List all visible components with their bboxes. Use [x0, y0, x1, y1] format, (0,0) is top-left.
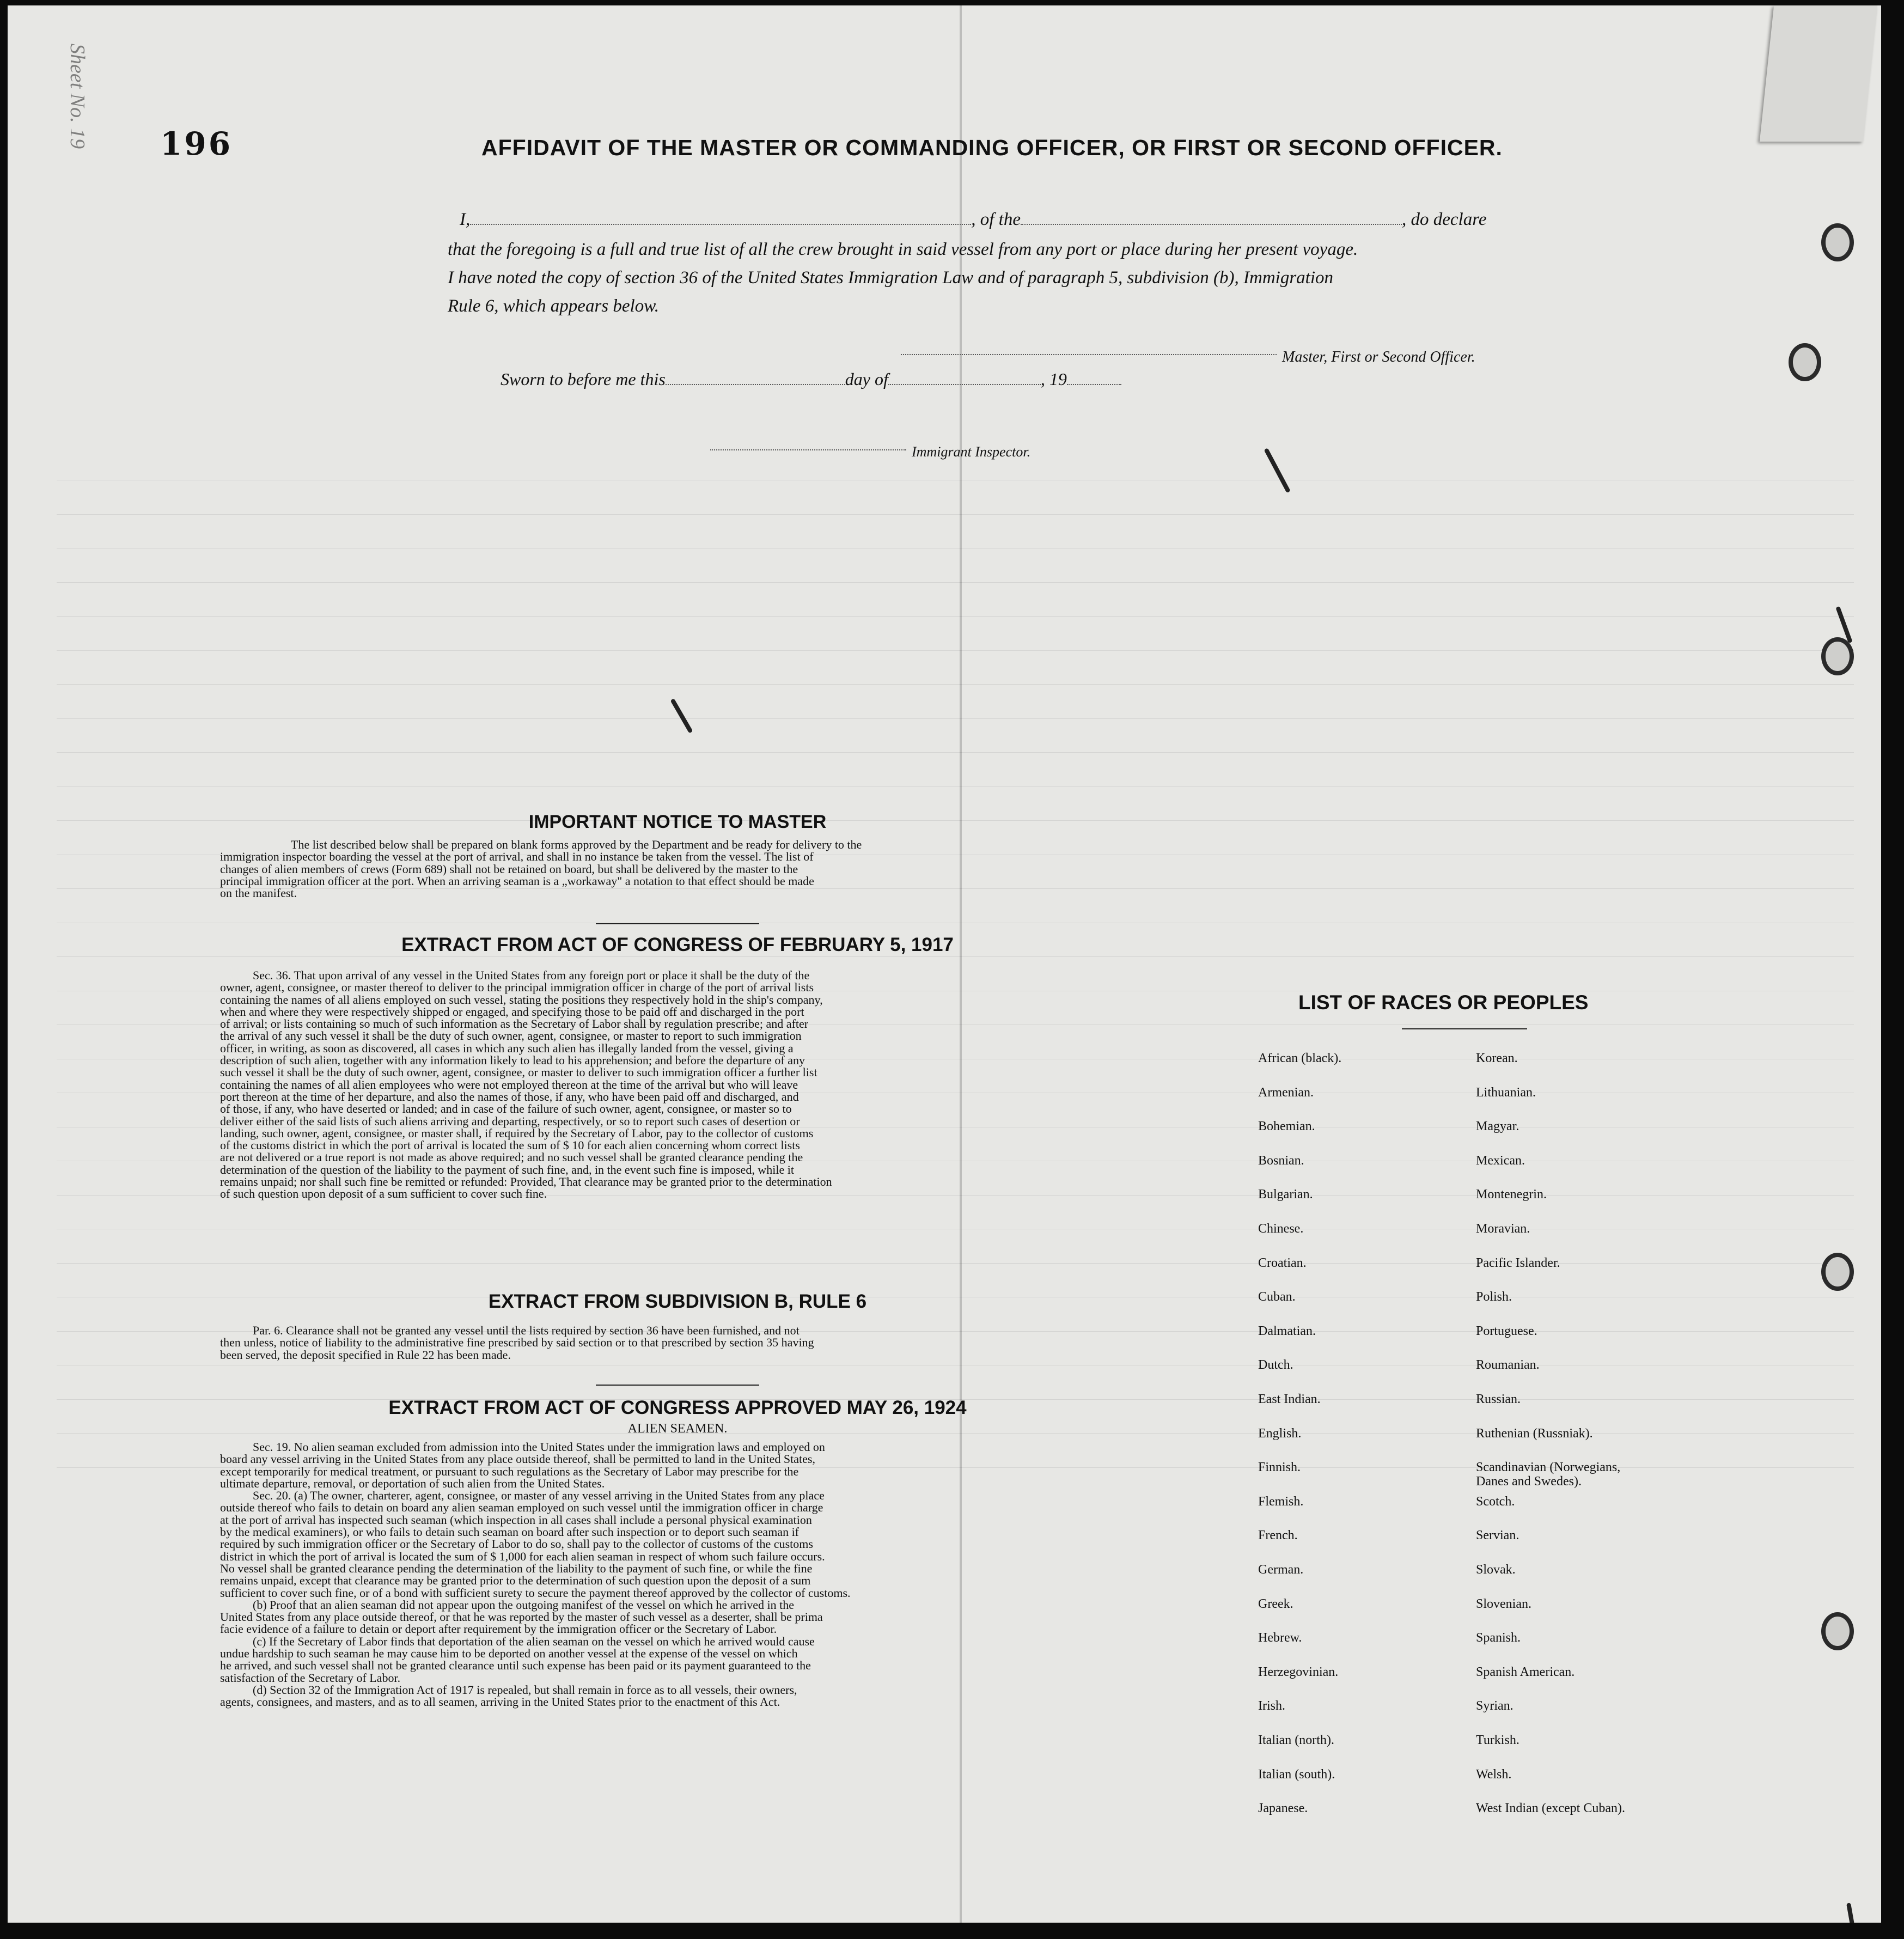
paragraph-line: description of such alien, together with any information likely to lead to his apprehension; and before the departure of any: [220, 1053, 805, 1068]
race-item: Finnish.: [1258, 1460, 1301, 1475]
race-item: Lithuanian.: [1476, 1085, 1536, 1100]
paragraph-line: district in which the port of arrival is located the sum of $ 1,000 for each alien seaman in respect of whom such failure occurs.: [220, 1549, 825, 1563]
race-item: Ruthenian (Russniak).: [1476, 1426, 1593, 1441]
vessel-name-blank[interactable]: [1021, 224, 1402, 225]
affidavit-line-4: Rule 6, which appears below.: [448, 296, 660, 316]
paragraph-line: board any vessel arriving in the United States from any place outside thereof, shall be permitted to land in the United States,: [220, 1452, 815, 1466]
ghost-row-rule: [57, 820, 1854, 821]
race-item: German.: [1258, 1563, 1304, 1577]
inspector-signature-blank[interactable]: [710, 449, 906, 450]
paragraph-line: of arrival; or lists containing so much of such information as the Secretary of Labor shall by regulation prescribe; and after: [220, 1017, 809, 1031]
paragraph-line: when and where they were respectively shipped or engaged, and specifying those to be paid off and discharged in the port: [220, 1004, 804, 1019]
paragraph-line: such vessel it shall be the duty of such owner, agent, consignee, or master to deliver to such immigration officer a further list: [220, 1065, 817, 1080]
notice-line: principal immigration officer at the port. When an arriving seaman is a „workaway" a notation to that effect should be made: [220, 874, 814, 888]
paragraph-line: he arrived, and such vessel shall not be granted clearance until such expense has been paid or its payment guaranteed to the: [220, 1658, 811, 1673]
race-item: Pacific Islander.: [1476, 1255, 1560, 1270]
race-item: Magyar.: [1476, 1119, 1519, 1134]
race-item: Roumanian.: [1476, 1358, 1540, 1373]
paragraph-line: of those, if any, who have deserted or landed; and in case of the failure of such owner, agent, consignee, or master so to: [220, 1102, 792, 1116]
master-signature-label: Master, First or Second Officer.: [1282, 349, 1475, 365]
paragraph-line: satisfaction of the Secretary of Labor.: [220, 1670, 401, 1685]
race-item: Welsh.: [1476, 1767, 1512, 1782]
paragraph-line: (c) If the Secretary of Labor finds that deportation of the alien seaman on the vessel on which he arrived would cause: [253, 1634, 815, 1648]
sworn-day-blank[interactable]: [666, 384, 845, 385]
paragraph-line: of the customs district in which the port of arrival is located the sum of $ 10 for each alien concerning whom correct lists: [220, 1138, 800, 1153]
paragraph-line: except temporarily for medical treatment, or pursuant to such regulations as the Secretary of Labor may prescribe for the: [220, 1464, 799, 1478]
affidavit-do-declare: , do declare: [1401, 210, 1487, 229]
paragraph-line: are not delivered or a true report is not made as above required; and no such vessel shall be granted clearance pending the: [220, 1150, 803, 1164]
ghost-row-rule: [57, 1263, 1854, 1264]
race-item: French.: [1258, 1528, 1298, 1543]
sworn-month-blank[interactable]: [888, 384, 1041, 385]
race-item: Servian.: [1476, 1528, 1519, 1543]
inspector-label: Immigrant Inspector.: [912, 444, 1031, 460]
paragraph-line: facie evidence of a failure to detain or deport after requirement by the immigration officer or the Secretary of Labor.: [220, 1622, 777, 1636]
divider: [1402, 1028, 1527, 1029]
race-item: Scotch.: [1476, 1494, 1515, 1509]
paragraph-line: United States from any place outside thereof, or that he was reported by the master of such vessel as a deserter, shall be prima: [220, 1610, 823, 1624]
affidavit-line-3: I have noted the copy of section 36 of the United States Immigration Law and of paragraph 5, subdivision (b), Immigration: [448, 268, 1334, 288]
paragraph-line: officer, in writing, as soon as discovered, all cases in which any such alien has illegally landed from the vessel, giving a: [220, 1041, 794, 1055]
paragraph-line: port thereon at the time of her departure, and also the names of those, if any, who have been paid off and discharged, and: [220, 1089, 799, 1103]
paragraph-line: undue hardship to such seaman he may cause him to be deported on another vessel at the expense of the vessel on which: [220, 1647, 798, 1661]
extract-1917-title: EXTRACT FROM ACT OF CONGRESS OF FEBRUARY 5, 1917: [401, 934, 954, 955]
notice-line: changes of alien members of crews (Form 689) shall not be retained on board, but shall be delivered by the master to the: [220, 862, 798, 876]
manifest-sheet: [8, 5, 1881, 1923]
ghost-row: [57, 1233, 1854, 1266]
race-item: Spanish American.: [1476, 1664, 1575, 1679]
race-item: African (black).: [1258, 1051, 1342, 1065]
race-item: Italian (south).: [1258, 1767, 1335, 1782]
ghost-row: [57, 517, 1854, 551]
punch-hole: [1821, 1253, 1854, 1291]
race-item: English.: [1258, 1426, 1302, 1441]
race-item: Flemish.: [1258, 1494, 1304, 1509]
punch-hole: [1821, 223, 1854, 261]
master-name-blank[interactable]: [470, 224, 971, 225]
sworn-label: Sworn to before me this: [501, 369, 666, 389]
sheet-number: Sheet No. 19: [66, 44, 89, 149]
paragraph-line: agents, consignees, and masters, and as to all seamen, arriving in the United States prior to the enactment of this Act.: [220, 1695, 780, 1709]
paragraph-line: sufficient to cover such fine, or of a bond with sufficient surety to secure the payment thereof approved by the collector of customs.: [220, 1586, 851, 1600]
races-title: LIST OF RACES OR PEOPLES: [1298, 991, 1589, 1014]
notice-title: IMPORTANT NOTICE TO MASTER: [528, 812, 827, 832]
affidavit-line-2: that the foregoing is a full and true list of all the crew brought in said vessel from any port or place during her present voyage.: [448, 240, 1358, 259]
ghost-row-rule: [57, 650, 1854, 651]
paragraph-line: by the medical examiners), or who fails to detain such seaman on board after such inspection or to deport such seaman if: [220, 1525, 800, 1539]
paragraph-line: (d) Section 32 of the Immigration Act of 1917 is repealed, but shall remain in force as to all vessels, their owners,: [253, 1682, 797, 1697]
divider: [596, 1385, 759, 1386]
ghost-row-rule: [57, 752, 1854, 753]
race-item: Spanish.: [1476, 1631, 1521, 1645]
divider: [596, 923, 759, 924]
race-item: Bohemian.: [1258, 1119, 1315, 1134]
race-item: Italian (north).: [1258, 1733, 1334, 1747]
sworn-line: [501, 369, 1121, 389]
race-item: Scandinavian (Norwegians, Danes and Swedes).: [1476, 1460, 1621, 1489]
race-item: Slovenian.: [1476, 1596, 1531, 1611]
paragraph-line: determination of the question of the liability to the payment of such fine, and, in the event such fine is imposed, while it: [220, 1162, 794, 1176]
race-item: Armenian.: [1258, 1085, 1314, 1100]
paragraph-line: then unless, notice of liability to the administrative fine prescribed by said section or to that prescribed by section 35 having: [220, 1336, 814, 1350]
race-item: Montenegrin.: [1476, 1187, 1547, 1202]
notice-body: [220, 839, 1119, 899]
affidavit-i: I,: [460, 210, 471, 229]
folded-corner: [1760, 5, 1877, 142]
paragraph-line: the arrival of any such vessel it shall be the duty of such owner, agent, consignee, or master to report to such immigration: [220, 1029, 802, 1043]
paragraph-line: Sec. 36. That upon arrival of any vessel in the United States from any foreign port or place it shall be the duty of the: [253, 968, 810, 982]
race-item: Polish.: [1476, 1290, 1512, 1304]
race-item: Turkish.: [1476, 1733, 1519, 1747]
extract-1924-body: [220, 1441, 1119, 1709]
punch-hole: [1789, 343, 1821, 381]
rule6-body: [220, 1325, 1119, 1361]
paragraph-line: landing, such owner, agent, consignee, or master shall, if required by the Secretary of Labor, pay to the collector of customs: [220, 1126, 814, 1140]
ghost-row-rule: [57, 718, 1854, 719]
race-item: Mexican.: [1476, 1153, 1525, 1168]
ghost-row: [57, 1198, 1854, 1232]
race-item: Hebrew.: [1258, 1631, 1302, 1645]
ghost-row: [57, 620, 1854, 654]
paragraph-line: containing the names of all alien employees who were not employed thereon at the time of the arrival but who will leave: [220, 1077, 798, 1092]
ghost-row-rule: [57, 956, 1854, 957]
race-item: Russian.: [1476, 1392, 1521, 1406]
rule6-title: EXTRACT FROM SUBDIVISION B, RULE 6: [488, 1291, 867, 1312]
paragraph-line: been served, the deposit specified in Rule 22 has been made.: [220, 1347, 511, 1362]
day-of-label: day of: [845, 369, 888, 389]
race-item: Cuban.: [1258, 1290, 1296, 1304]
race-item: West Indian (except Cuban).: [1476, 1801, 1625, 1816]
paragraph-line: Sec. 19. No alien seaman excluded from admission into the United States under the immigration laws and employed on: [253, 1440, 825, 1454]
race-item: Bulgarian.: [1258, 1187, 1313, 1202]
race-item: Moravian.: [1476, 1222, 1530, 1236]
punch-hole: [1821, 637, 1854, 675]
paragraph-line: deliver either of the said lists of such aliens arriving and departing, respectively, or so to report such cases of desertion or: [220, 1114, 800, 1128]
paragraph-line: of such question upon deposit of a sum sufficient to cover such fine.: [220, 1187, 547, 1201]
race-item: Slovak.: [1476, 1563, 1516, 1577]
extract-1924-subtitle: ALIEN SEAMEN.: [627, 1422, 728, 1436]
extract-1924-title: EXTRACT FROM ACT OF CONGRESS APPROVED MAY 26, 1924: [388, 1397, 967, 1418]
paragraph-line: at the port of arrival has inspected such seaman (which inspection in all cases shall include a personal physical examination: [220, 1513, 812, 1527]
race-item: East Indian.: [1258, 1392, 1321, 1406]
extract-1917-body: [220, 970, 1119, 1200]
race-item: Portuguese.: [1476, 1324, 1537, 1338]
ghost-row: [57, 654, 1854, 687]
punch-hole: [1821, 1612, 1854, 1650]
notice-line: The list described below shall be prepared on blank forms approved by the Department and be ready for delivery to the: [291, 838, 862, 851]
ghost-row-rule: [57, 786, 1854, 787]
ghost-row: [57, 722, 1854, 755]
paragraph-line: required by such immigration officer or the Secretary of Labor to do so, shall pay to the collector of customs of the customs: [220, 1537, 813, 1551]
paragraph-line: No vessel shall be granted clearance pending the determination of the liability to the payment of such fine, or while the fine: [220, 1561, 813, 1575]
race-item: Japanese.: [1258, 1801, 1308, 1816]
race-item: Korean.: [1476, 1051, 1518, 1065]
ghost-row-rule: [57, 514, 1854, 515]
notice-line: immigration inspector boarding the vessel at the port of arrival, and shall in no instance be taken from the vessel. The list of: [220, 850, 814, 864]
race-item: Croatian.: [1258, 1255, 1307, 1270]
paragraph-line: (b) Proof that an alien seaman did not appear upon the outgoing manifest of the vessel on which he arrived in the: [253, 1597, 794, 1612]
sworn-year-blank[interactable]: [1067, 384, 1121, 385]
race-item: Dutch.: [1258, 1358, 1293, 1373]
ghost-row-rule: [57, 582, 1854, 583]
affidavit-title: AFFIDAVIT OF THE MASTER OR COMMANDING OFFICER, OR FIRST OR SECOND OFFICER.: [481, 135, 1503, 160]
stamped-page-number: 196: [160, 125, 233, 162]
paragraph-line: ultimate departure, removal, or deportation of such alien from the United States.: [220, 1476, 605, 1490]
paragraph-line: Sec. 20. (a) The owner, charterer, agent, consignee, or master of any vessel arriving in the United States from any place: [253, 1489, 825, 1503]
paragraph-line: remains unpaid, except that clearance may be granted prior to the determination of such question upon the deposit of a sum: [220, 1574, 811, 1588]
race-item: Bosnian.: [1258, 1153, 1304, 1168]
notice-line: on the manifest.: [220, 886, 297, 900]
paragraph-line: Par. 6. Clearance shall not be granted any vessel until the lists required by section 36 have been furnished, and not: [253, 1324, 800, 1337]
ghost-row: [57, 586, 1854, 619]
ghost-row: [57, 756, 1854, 790]
year-label: , 19: [1040, 369, 1067, 389]
ghost-row: [57, 688, 1854, 722]
pen-mark: [1846, 1903, 1854, 1923]
ghost-row: [57, 484, 1854, 517]
ghost-row-rule: [57, 616, 1854, 617]
master-signature-blank[interactable]: [901, 354, 1277, 355]
paragraph-line: remains unpaid; nor shall such fine be remitted or refunded: Provided, That clearance may be granted prior to the determination: [220, 1175, 832, 1189]
race-item: Irish.: [1258, 1699, 1285, 1714]
race-item: Dalmatian.: [1258, 1324, 1316, 1338]
ghost-row-rule: [57, 684, 1854, 685]
race-item: Syrian.: [1476, 1699, 1514, 1714]
ghost-row: [57, 552, 1854, 586]
race-item: Chinese.: [1258, 1222, 1304, 1236]
race-item: Greek.: [1258, 1596, 1293, 1611]
ghost-row: [57, 790, 1854, 824]
affidavit-declaration-line: [460, 210, 1486, 230]
paragraph-line: outside thereof who fails to detain on board any alien seaman employed on such vessel until the immigration officer in charge: [220, 1501, 823, 1515]
affidavit-of-the: , of the: [971, 210, 1021, 229]
paragraph-line: owner, agent, consignee, or master thereof to deliver to the principal immigration officer in charge of the port of arrival lists: [220, 980, 814, 995]
paragraph-line: containing the names of all aliens employed on such vessel, stating the positions they respectively hold in the ship's company,: [220, 992, 823, 1007]
race-item: Herzegovinian.: [1258, 1664, 1339, 1679]
